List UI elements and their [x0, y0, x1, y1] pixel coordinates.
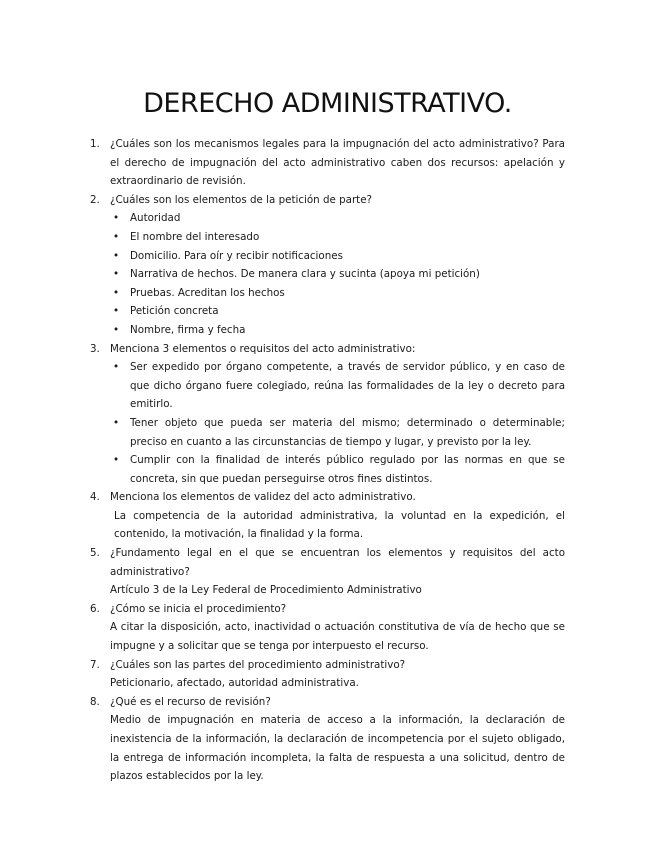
bullet-icon: • [113, 323, 120, 336]
bullet-icon: • [113, 416, 120, 429]
question-number: 5. [90, 547, 100, 560]
bullet-item: • Petición concreta [110, 302, 565, 321]
question-text: ¿Cuáles son los elementos de la petición de parte? [110, 193, 373, 206]
bullet-icon: • [113, 268, 120, 281]
bullet-icon: • [113, 230, 120, 243]
question-number: 4. [90, 491, 100, 504]
question-list [90, 135, 565, 786]
answer-text: Artículo 3 de la Ley Federal de Procedimiento Administrativo [110, 584, 422, 597]
question-number: 6. [90, 602, 100, 615]
bullet-item: • Narrativa de hechos. De manera clara y sucinta (apoya mi petición) [110, 265, 565, 284]
question-number: 8. [90, 695, 100, 708]
question-text: Menciona 3 elementos o requisitos del acto administrativo: [110, 342, 416, 355]
bullet-item: • Domicilio. Para oír y recibir notificaciones [110, 247, 565, 266]
question-item-7 [90, 656, 565, 693]
question-text: ¿Fundamento legal en el que se encuentran los elementos y requisitos del acto administrativo? [110, 547, 565, 578]
page-title: DERECHO ADMINISTRATIVO. [143, 88, 512, 119]
bullet-item: • El nombre del interesado [110, 228, 565, 247]
bullet-icon: • [113, 305, 120, 318]
question-item-3 [90, 340, 565, 489]
question-item-6 [90, 600, 565, 656]
question-text: ¿Cuáles son las partes del procedimiento administrativo? [110, 658, 406, 671]
bullet-icon: • [113, 286, 120, 299]
bullet-icon: • [113, 249, 120, 262]
bullet-icon: • [113, 454, 120, 467]
question-item-5 [90, 544, 565, 600]
bullet-item: • Tener objeto que pueda ser materia del mismo; determinado o determinable; preciso en cuanto a las circunstancias de tiempo y lugar, y previsto por la ley. [110, 414, 565, 451]
question-number: 3. [90, 342, 100, 355]
question-text: ¿Cómo se inicia el procedimiento? [110, 602, 287, 615]
bullet-icon: • [113, 361, 120, 374]
question-text: ¿Qué es el recurso de revisión? [110, 695, 271, 708]
question-number: 1. [90, 138, 100, 150]
bullet-item: • Ser expedido por órgano competente, a través de servidor público, y en caso de que dicho órgano fuere colegiado, reúna las formalidades de la ley o decreto para emitirlo. [110, 358, 565, 414]
question-number: 2. [90, 193, 100, 206]
bullet-item: • Autoridad [110, 209, 565, 228]
answer-text: La competencia de la autoridad administrativa, la voluntad en la expedición, el contenido, la motivación, la finalidad y la forma. [114, 509, 565, 541]
bullet-item: • Cumplir con la finalidad de interés público regulado por las normas en que se concreta, sin que puedan perseguirse otros fines distintos. [110, 451, 565, 488]
question-item-4 [90, 488, 565, 544]
answer-text: A citar la disposición, acto, inactividad o actuación constitutiva de vía de hecho que se impugne y a solicitar que se tenga por interpuesto el recurso. [110, 621, 565, 653]
answer-text: Peticionario, afectado, autoridad administrativa. [110, 677, 359, 690]
question-item-8 [90, 693, 565, 786]
bullet-list [110, 358, 565, 488]
question-item-1 [90, 135, 565, 191]
bullet-item: • Pruebas. Acreditan los hechos [110, 284, 565, 303]
answer-text: Medio de impugnación en materia de acceso a la información, la declaración de inexistencia de la información, la declaración de incompetencia por el sujeto obligado, la entrega de información incompleta, la falta de respuesta a una solicitud, dentro de plazos establecidos por la ley. [110, 714, 565, 783]
bullet-icon: • [113, 212, 120, 225]
question-item-2 [90, 191, 565, 340]
question-text: ¿Cuáles son los mecanismos legales para la impugnación del acto administrativo? Para el derecho de impugnación del acto administrativo caben dos recursos: apelación y extraordinario de revisión. [110, 138, 565, 188]
question-number: 7. [90, 658, 100, 671]
bullet-list [110, 209, 565, 339]
bullet-item: • Nombre, firma y fecha [110, 321, 565, 340]
question-text: Menciona los elementos de validez del acto administrativo. [110, 491, 416, 504]
